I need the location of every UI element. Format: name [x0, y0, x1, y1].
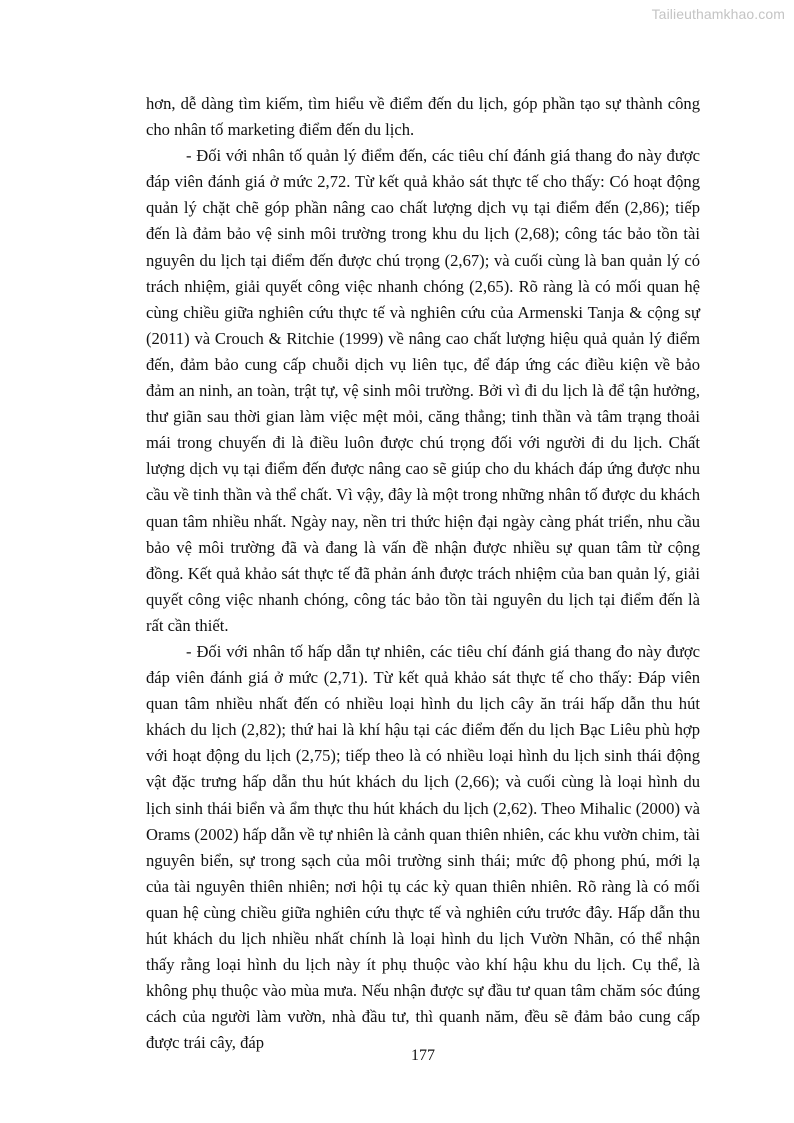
page-number: 177 — [411, 1047, 435, 1064]
paragraph-continuation: hơn, dễ dàng tìm kiếm, tìm hiểu về điểm đến du lịch, góp phần tạo sự thành công cho nhân tố marketing điểm đến du lịch. — [146, 94, 700, 140]
document-body — [146, 91, 700, 1056]
paragraph-natural-attraction: - Đối với nhân tố hấp dẫn tự nhiên, các tiêu chí đánh giá thang đo này được đáp viên đánh giá ở mức (2,71). Từ kết quả khảo sát thực tế cho thấy: Đáp viên quan tâm nhiều nhất đến có nhiều loại hình du lịch cây ăn trái hấp dẫn thu hút khách du lịch (2,82); thứ hai là khí hậu tại các điểm đến du lịch Bạc Liêu phù hợp với hoạt động du lịch (2,75); tiếp theo là có nhiều loại hình du lịch sinh thái động vật đặc trưng hấp dẫn thu hút khách du lịch (2,66); và cuối cùng là loại hình du lịch sinh thái biển và ẩm thực thu hút khách du lịch (2,62). Theo Mihalic (2000) và Orams (2002) hấp dẫn về tự nhiên là cảnh quan thiên nhiên, các khu vườn chim, tài nguyên biển, sự trong sạch của môi trường sinh thái; mức độ phong phú, mới lạ của tài nguyên thiên nhiên; nơi hội tụ các kỳ quan thiên nhiên. Rõ ràng là có mối quan hệ cùng chiều giữa nghiên cứu thực tế và nghiên cứu trước đây. Hấp dẫn thu hút khách du lịch nhiều nhất chính là loại hình du lịch Vườn Nhãn, có thể nhận thấy rằng loại hình du lịch này ít phụ thuộc vào khí hậu khu du lịch. Cụ thể, là không phụ thuộc vào mùa mưa. Nếu nhận được sự đầu tư quan tâm chăm sóc đúng cách của người làm vườn, nhà đầu tư, thì quanh năm, đều sẽ đảm bảo cung cấp được trái cây, đáp — [146, 641, 700, 1053]
paragraph-destination-management: - Đối với nhân tố quản lý điểm đến, các tiêu chí đánh giá thang đo này được đáp viên đánh giá ở mức 2,72. Từ kết quả khảo sát thực tế cho thấy: Có hoạt động quản lý chặt chẽ góp phần nâng cao chất lượng dịch vụ tại điểm đến (2,86); tiếp đến là đảm bảo vệ sinh môi trường trong khu du lịch (2,68); công tác bảo tồn tài nguyên du lịch tại điểm đến được chú trọng (2,67); và cuối cùng là ban quản lý có trách nhiệm, giải quyết công việc nhanh chóng (2,65). Rõ ràng là có mối quan hệ cùng chiều giữa nghiên cứu thực tế và nghiên cứu của Armenski Tanja & cộng sự (2011) và Crouch & Ritchie (1999) về nâng cao chất lượng hiệu quả quản lý điểm đến, đảm bảo cung cấp chuỗi dịch vụ liên tục, để đáp ứng các điều kiện về bảo đảm an ninh, an toàn, trật tự, vệ sinh môi trường. Bởi vì đi du lịch là để tận hưởng, thư giãn sau thời gian làm việc mệt mỏi, căng thẳng; tinh thần và tâm trạng thoải mái trong chuyến đi là điều luôn được chú trọng đối với người đi du lịch. Chất lượng dịch vụ tại điểm đến được nâng cao sẽ giúp cho du khách đáp ứng được nhu cầu về tinh thần và thể chất. Vì vậy, đây là một trong những nhân tố được du khách quan tâm nhiều nhất. Ngày nay, nền tri thức hiện đại ngày càng phát triển, nhu cầu bảo vệ môi trường đã và đang là vấn đề nhận được nhiều sự quan tâm từ cộng đồng. Kết quả khảo sát thực tế đã phản ánh được trách nhiệm của ban quản lý, giải quyết công việc nhanh chóng, công tác bảo tồn tài nguyên du lịch tại điểm đến là rất cần thiết. — [146, 146, 700, 635]
watermark-text: Tailieuthamkhao.com — [651, 6, 785, 22]
